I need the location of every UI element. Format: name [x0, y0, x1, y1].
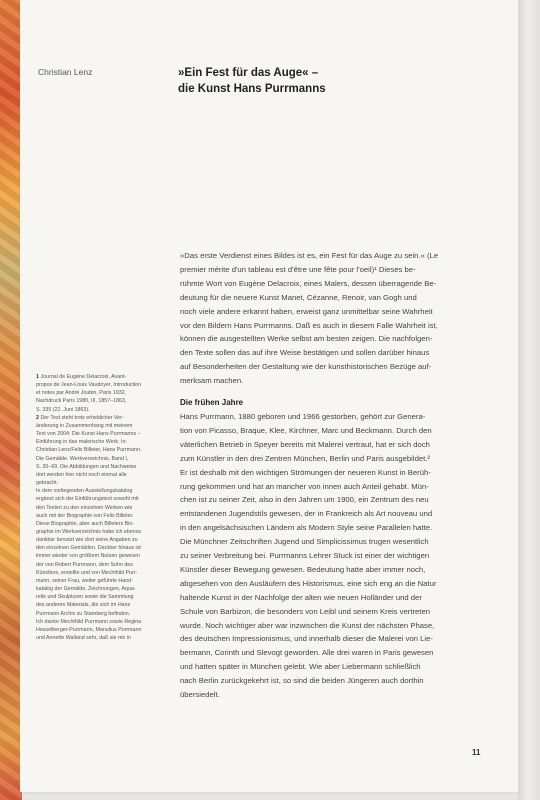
footnote-text: ergänzt sich der Einführungstext sowohl mit: [36, 496, 139, 503]
footnote-line: [36, 455, 156, 463]
text-line: abgesehen von den Ausläufern des Historismus, eine sich eng an die Natur: [180, 578, 437, 588]
author-name: Christian Lenz: [38, 67, 93, 77]
footnote-line: [36, 593, 156, 601]
footnote-text: Christian Lenz/Felix Billeter, Hans Purrmann.: [36, 447, 142, 454]
footnote-text: dort werden hier nicht noch einmal alle: [36, 471, 127, 478]
footnote-line: [36, 471, 156, 479]
footnote-text: Hesselberger-Purrmann, Manulius Purrmann: [36, 626, 142, 633]
text-line: bermann, Corinth und Slevogt geworden. Alle drei waren in Paris gewesen: [180, 648, 434, 658]
footnote-text: der von Robert Purrmann, dem Sohn des: [36, 561, 133, 568]
footnote-text: gebracht.: [36, 480, 59, 487]
footnote-line: [36, 520, 156, 528]
footnote-text: Text von 2004: Die Kunst Hans Purrmanns –: [36, 431, 141, 438]
footnote-text: auch mit der Biographie von Felix Billeter.: [36, 512, 134, 519]
footnote-text: propos de Jean-Louis Vaudoyer, Introduction: [36, 382, 142, 389]
footnote-text: In dem vorliegenden Ausstellungskatalog: [36, 488, 133, 495]
text-line: übersiedelt.: [180, 690, 220, 700]
text-line: wurde. Noch wichtiger aber war inzwischen die Kunst der nächsten Phase,: [180, 620, 435, 630]
footnote-number: 2: [36, 414, 39, 421]
text-line: entstandenen Jugendstils gewesen, der in Frankreich als Art nouveau und: [180, 509, 433, 519]
footnote-line: [36, 601, 156, 609]
footnote-text: Einführung in das malerische Werk. In:: [36, 439, 127, 446]
footnote-text: mann, seiner Frau, weiter geführte Hand-: [36, 577, 133, 584]
text-line: Künstler dieser Bewegung gewesen. Bedeutung hatte aber immer noch,: [180, 564, 426, 574]
footnote-text: des anderen Materials, die sich im Hans: [36, 602, 131, 609]
section-heading: Die frühen Jahre: [180, 398, 244, 408]
text-line: Hans Purrmann, 1880 geboren und 1966 gestorben, gehört zur Genera-: [180, 411, 426, 421]
text-line: des deutschen Impressionismus, und innerhalb dieser die Malerei von Lie-: [180, 634, 433, 644]
title-line: »Ein Fest für das Auge« –: [178, 67, 319, 79]
text-line: haltende Kunst in der Nachfolge der alten wie neuen Holländer und der: [180, 592, 422, 602]
text-line: rühmte Wort von Eugène Delacroix, eines Malers, dessen überragende Be-: [180, 278, 437, 288]
footnote-line: [36, 618, 156, 626]
footnote-line: [36, 552, 156, 560]
text-line: rung gekommen und hat an mancher von innen auch Anteil gehabt. Mün-: [180, 481, 429, 491]
section-paragraph: [180, 410, 505, 702]
footnote-text: immer wieder von größtem Nutzen gewesen: [36, 553, 140, 560]
footnote-text: dankbar benutzt wie dort seine Angaben zu: [36, 537, 138, 544]
footnote-line: [36, 430, 156, 438]
text-line: »Das erste Verdienst eines Bildes ist es, ein Fest für das Auge zu sein.« (Le: [180, 251, 439, 260]
footnote-text: et notes par André Joubin, Paris 1932,: [36, 390, 127, 397]
text-line: können die ausgestellten Werke selbst am besten zeigen. Die nachfolgen-: [180, 334, 433, 344]
footnote-line: [36, 373, 156, 381]
footnotes-column: [36, 373, 156, 642]
title-line: die Kunst Hans Purrmanns: [178, 83, 326, 95]
footnote-line: [36, 585, 156, 593]
text-line: vor den Bildern Hans Purrmanns. Daß es auch in diesem Falle Wahrheit ist,: [180, 320, 438, 330]
text-line: nach Berlin zurückgekehrt ist, so sind die beiden Jüngeren auch dorthin: [180, 676, 424, 686]
intro-paragraph: [180, 249, 505, 388]
footnote-line: [36, 577, 156, 585]
footnote-line: [36, 479, 156, 487]
text-line: Schule von Barbizon, die besonders von Leibl und seinem Kreis vertreten: [180, 606, 430, 616]
page-number: 11: [472, 748, 481, 757]
text-line: Die Münchner Zeitschriften Jugend und Simplicissimus trugen wesentlich: [180, 537, 429, 547]
footnote-line: [36, 487, 156, 495]
footnote-line: [36, 561, 156, 569]
footnote-line: [36, 422, 156, 430]
footnote-text: Der Text steht trotz erheblicher Ver-: [40, 414, 124, 421]
main-text: [180, 249, 505, 702]
footnote-text: graphie im Werkverzeichnis habe ich ebenso: [36, 528, 142, 535]
footnote-text: änderung in Zusammenhang mit meinem: [36, 422, 133, 429]
footnote-line: [36, 528, 156, 536]
footnote-text: Ich danke Mechthild Purrmann sowie Regina: [36, 618, 142, 625]
footnote-number: 1: [36, 374, 39, 380]
footnote-text: Diese Biographie, aber auch Billeters Bio-: [36, 520, 135, 527]
footnote-line: [36, 381, 156, 389]
footnote-text: Die Gemälde. Werkverzeichnis, Band I,: [36, 455, 129, 462]
footnote-text: S. 335 (22. Juni 1863).: [36, 406, 90, 413]
text-line: und hatten später in München gelebt. Wie aber Liebermann schließlich: [180, 662, 421, 672]
footnote-line: [36, 634, 156, 642]
footnote-text: relle und Skulpturen sowie die Sammlung: [36, 594, 134, 601]
footnote-line: [36, 544, 156, 552]
footnote-line: [36, 504, 156, 512]
footnote-line: [36, 397, 156, 405]
text-line: zu seiner Verbreitung bei. Purrmanns Lehrer Stuck ist einer der wichtigen: [180, 551, 430, 561]
text-line: tion von Picasso, Braque, Klee, Kirchner, Marc und Beckmann. Durch den: [180, 425, 432, 435]
footnote-line: [36, 406, 156, 414]
footnote-line: [36, 463, 156, 471]
footnote-line: [36, 446, 156, 454]
footnote-text: den Texten zu den einzelnen Werken wie: [36, 504, 133, 511]
text-line: auf Besonderheiten der Gestaltung wie der kunsthistorischen Bezüge auf-: [180, 362, 432, 372]
footnote-line: [36, 512, 156, 520]
text-line: Er ist deshalb mit den wichtigen Strömungen der neueren Kunst in Berüh-: [180, 467, 431, 477]
text-line: den Texte sollen das auf ihre Weise bestätigen und sollen darüber hinaus: [180, 348, 430, 358]
footnote-text: Nachdruck Paris 1980, III, 1857–1863,: [36, 398, 127, 405]
footnote-line: [36, 610, 156, 618]
article-title: [178, 65, 478, 97]
footnote-text: katalog der Gemälde, Zeichnungen, Aqua-: [36, 586, 136, 593]
text-line: deutung für die neuere Kunst Manet, Cézanne, Renoir, van Gogh und: [180, 292, 417, 302]
text-line: merksam machen.: [180, 376, 244, 386]
footnote-text: Künstlers, erstellte und von Mechthild Purr-: [36, 569, 138, 576]
footnote-line: [36, 389, 156, 397]
book-cover-edge: [0, 0, 22, 800]
text-line: premier mérite d'un tableau est d'être une fête pour l'oeil)¹ Dieses be-: [180, 264, 416, 274]
footnote-line: [36, 569, 156, 577]
footnote-text: S. 20–69. Die Abbildungen und Nachweise: [36, 463, 137, 470]
text-line: väterlichen Betrieb in Speyer bereits mit Malerei vertraut, hat er sich doch: [180, 439, 430, 449]
footnote-text: Journal de Eugène Delacroix, Avant-: [40, 374, 127, 380]
footnote-text: Purrmann Archiv zu Starnberg befinden.: [36, 610, 131, 617]
text-line: zum Künstler in den drei Zentren München, Berlin und Paris ausgebildet.²: [180, 453, 430, 463]
footnote-line: [36, 438, 156, 446]
page-stack-edge: [518, 0, 540, 800]
text-line: noch viele andere erkannt haben, erweist ganz unmittelbar seine Wahrheit: [180, 306, 433, 316]
footnote-line: [36, 414, 156, 422]
footnote-line: [36, 536, 156, 544]
footnote-text: den einzelnen Gemälden. Darüber hinaus ist: [36, 545, 141, 552]
footnote-line: [36, 495, 156, 503]
footnote-line: [36, 626, 156, 634]
text-line: chen ist zu seiner Zeit, also in den Jahren um 1900, ein Zentrum des neu: [180, 495, 429, 505]
footnote-text: und Annette Walland sehr, daß sie mir in: [36, 635, 131, 641]
text-line: in den angelsächsischen Ländern als Modern Style seine Parallelen hatte.: [180, 523, 433, 533]
